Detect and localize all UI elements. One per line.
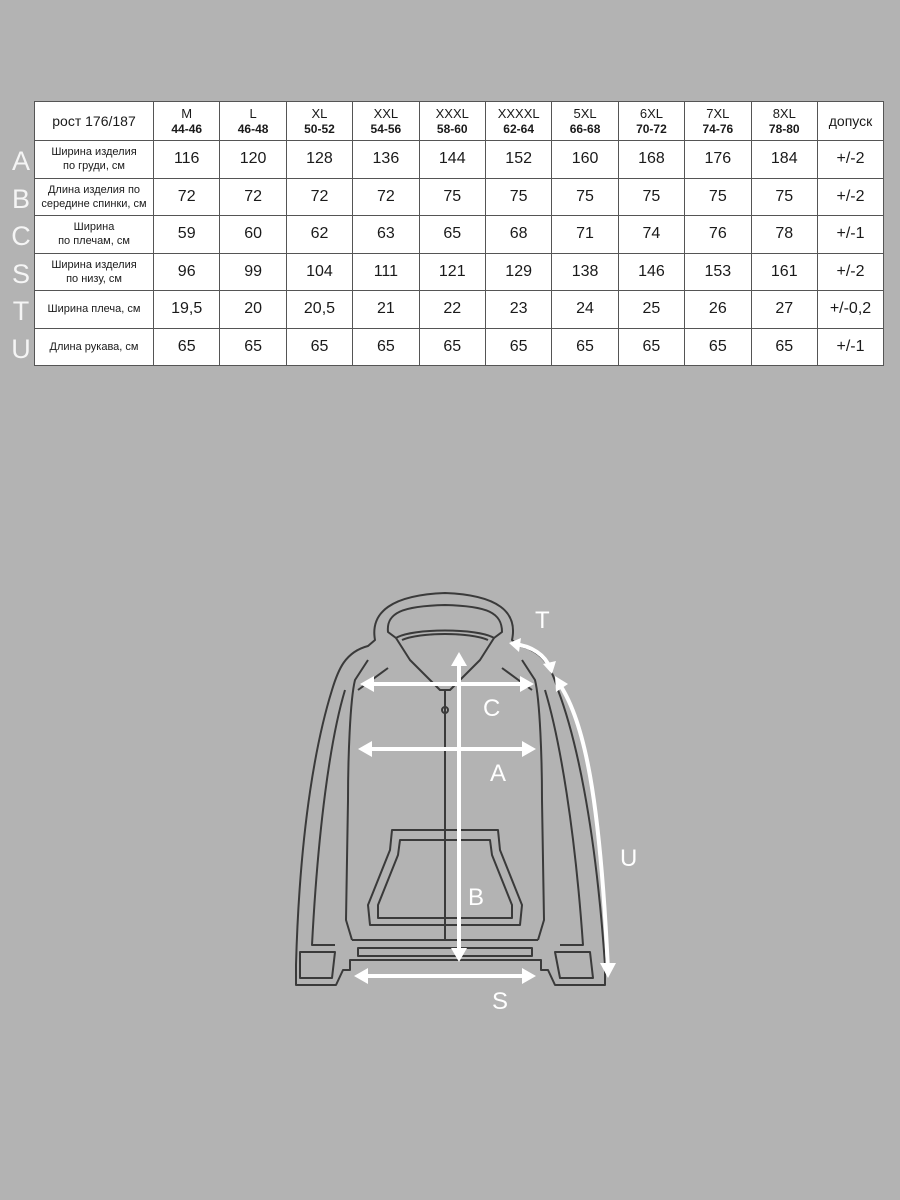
- size-header: [154, 102, 220, 141]
- size-name: 5XL: [573, 105, 597, 121]
- size-name: XXXL: [435, 105, 469, 121]
- table-cell: 26: [685, 291, 751, 329]
- table-cell: 75: [485, 178, 551, 216]
- table-cell: 27: [751, 291, 817, 329]
- size-name: 8XL: [772, 105, 796, 121]
- size-range: 54-56: [370, 121, 402, 136]
- table-cell: 62: [286, 216, 352, 254]
- measurement-label-line: середине спинки, см: [41, 197, 147, 210]
- table-cell: 96: [154, 253, 220, 291]
- table-cell: 72: [154, 178, 220, 216]
- size-name: XXXXL: [497, 105, 540, 121]
- label-a: A: [490, 760, 507, 787]
- table-cell: 63: [353, 216, 419, 254]
- table-cell: 24: [552, 291, 618, 329]
- table-cell: 68: [485, 216, 551, 254]
- table-cell: 25: [618, 291, 684, 329]
- table-cell: 176: [685, 141, 751, 179]
- table-cell: 65: [353, 328, 419, 366]
- height-label: рост 176/187: [35, 102, 154, 141]
- label-c: C: [483, 695, 501, 722]
- table-cell: 21: [353, 291, 419, 329]
- size-name: L: [249, 105, 257, 121]
- table-cell: 75: [552, 178, 618, 216]
- table-cell: 75: [685, 178, 751, 216]
- size-range: 74-76: [702, 121, 734, 136]
- measurement-label-line: Ширина: [73, 221, 115, 234]
- table-cell: 111: [353, 253, 419, 291]
- label-u: U: [620, 845, 638, 872]
- size-name: XL: [311, 105, 328, 121]
- measurement-label-line: по низу, см: [66, 272, 122, 285]
- measurement-label-line: Ширина плеча, см: [47, 303, 141, 316]
- measurement-letters: [8, 143, 34, 368]
- table-cell: 78: [751, 216, 817, 254]
- table-cell: 120: [220, 141, 286, 179]
- table-cell: 20,5: [286, 291, 352, 329]
- size-range: 44-46: [171, 121, 203, 136]
- hoodie-outline: [296, 593, 605, 985]
- table-cell: 161: [751, 253, 817, 291]
- table-row: [35, 178, 884, 216]
- table-row: [35, 328, 884, 366]
- size-name: XXL: [373, 105, 399, 121]
- table-cell: 184: [751, 141, 817, 179]
- table-cell: 65: [552, 328, 618, 366]
- size-range: 50-52: [304, 121, 335, 136]
- size-range: 66-68: [569, 121, 601, 136]
- size-range: 70-72: [636, 121, 667, 136]
- table-cell: 74: [618, 216, 684, 254]
- size-header: [353, 102, 419, 141]
- size-range: 62-64: [503, 121, 534, 136]
- tolerance-cell: +/-2: [818, 141, 884, 179]
- table-row: [35, 291, 884, 329]
- table-cell: 72: [286, 178, 352, 216]
- table-cell: 65: [154, 328, 220, 366]
- table-cell: 72: [220, 178, 286, 216]
- row-letter: S: [11, 258, 30, 289]
- table-cell: 129: [485, 253, 551, 291]
- table-cell: 168: [618, 141, 684, 179]
- row-letter: B: [11, 183, 30, 214]
- table-row: [35, 216, 884, 254]
- measurement-label-line: Длина изделия по: [47, 183, 141, 196]
- table-cell: 146: [618, 253, 684, 291]
- tolerance-cell: +/-2: [818, 178, 884, 216]
- size-header: [419, 102, 485, 141]
- table-cell: 160: [552, 141, 618, 179]
- measurement-label: [35, 178, 154, 216]
- size-header: [286, 102, 352, 141]
- table-cell: 65: [419, 216, 485, 254]
- measurement-label-line: по груди, см: [62, 160, 125, 173]
- tolerance-header: допуск: [818, 102, 884, 141]
- table-cell: 65: [485, 328, 551, 366]
- size-header: [685, 102, 751, 141]
- measurement-label: [35, 141, 154, 179]
- table-row: [35, 141, 884, 179]
- table-cell: 152: [485, 141, 551, 179]
- size-header: [220, 102, 286, 141]
- tolerance-cell: +/-2: [818, 253, 884, 291]
- label-t: T: [535, 607, 550, 634]
- size-range: 46-48: [237, 121, 269, 136]
- table-cell: 153: [685, 253, 751, 291]
- table-cell: 65: [220, 328, 286, 366]
- table-cell: 144: [419, 141, 485, 179]
- table-cell: 99: [220, 253, 286, 291]
- row-letter: C: [11, 221, 31, 251]
- table-cell: 128: [286, 141, 352, 179]
- table-cell: 72: [353, 178, 419, 216]
- tolerance-cell: +/-0,2: [818, 291, 884, 329]
- table-cell: 60: [220, 216, 286, 254]
- measurement-label-line: Длина рукава, см: [49, 340, 139, 353]
- arrow-u: [558, 682, 608, 970]
- table-cell: 19,5: [154, 291, 220, 329]
- measurement-arrows: [354, 638, 616, 984]
- size-name: 6XL: [639, 105, 663, 121]
- table-header-row: [35, 102, 884, 141]
- row-letter: T: [12, 296, 30, 326]
- table-row: [35, 253, 884, 291]
- size-range: 78-80: [768, 121, 800, 136]
- table-cell: 116: [154, 141, 220, 179]
- measurement-label: [35, 216, 154, 254]
- table-cell: 75: [618, 178, 684, 216]
- size-chart-table: [34, 101, 884, 366]
- measurement-label-line: Ширина изделия: [51, 258, 137, 271]
- hoodie-diagram: [0, 560, 900, 1040]
- table-cell: 65: [286, 328, 352, 366]
- row-letter: U: [11, 333, 31, 364]
- table-cell: 75: [751, 178, 817, 216]
- table-cell: 65: [685, 328, 751, 366]
- table-cell: 121: [419, 253, 485, 291]
- table-cell: 138: [552, 253, 618, 291]
- table-cell: 59: [154, 216, 220, 254]
- table-cell: 104: [286, 253, 352, 291]
- table-cell: 76: [685, 216, 751, 254]
- measurement-label-line: Ширина изделия: [51, 146, 137, 159]
- measurement-label: [35, 328, 154, 366]
- measurement-label: [35, 291, 154, 329]
- size-header: [552, 102, 618, 141]
- table-cell: 65: [618, 328, 684, 366]
- table-cell: 23: [485, 291, 551, 329]
- size-name: 7XL: [706, 105, 730, 121]
- tolerance-cell: +/-1: [818, 216, 884, 254]
- table-cell: 75: [419, 178, 485, 216]
- measurement-label: [35, 253, 154, 291]
- table-cell: 22: [419, 291, 485, 329]
- table-cell: 71: [552, 216, 618, 254]
- size-name: M: [181, 105, 193, 121]
- table-cell: 65: [751, 328, 817, 366]
- table-cell: 136: [353, 141, 419, 179]
- size-header: [485, 102, 551, 141]
- label-s: S: [492, 988, 509, 1015]
- tolerance-cell: +/-1: [818, 328, 884, 366]
- table-cell: 20: [220, 291, 286, 329]
- size-range: 58-60: [436, 121, 468, 136]
- label-b: B: [468, 884, 485, 911]
- size-header: [618, 102, 684, 141]
- table-cell: 65: [419, 328, 485, 366]
- row-letter: A: [11, 146, 30, 176]
- size-header: [751, 102, 817, 141]
- measurement-label-line: по плечам, см: [58, 235, 130, 248]
